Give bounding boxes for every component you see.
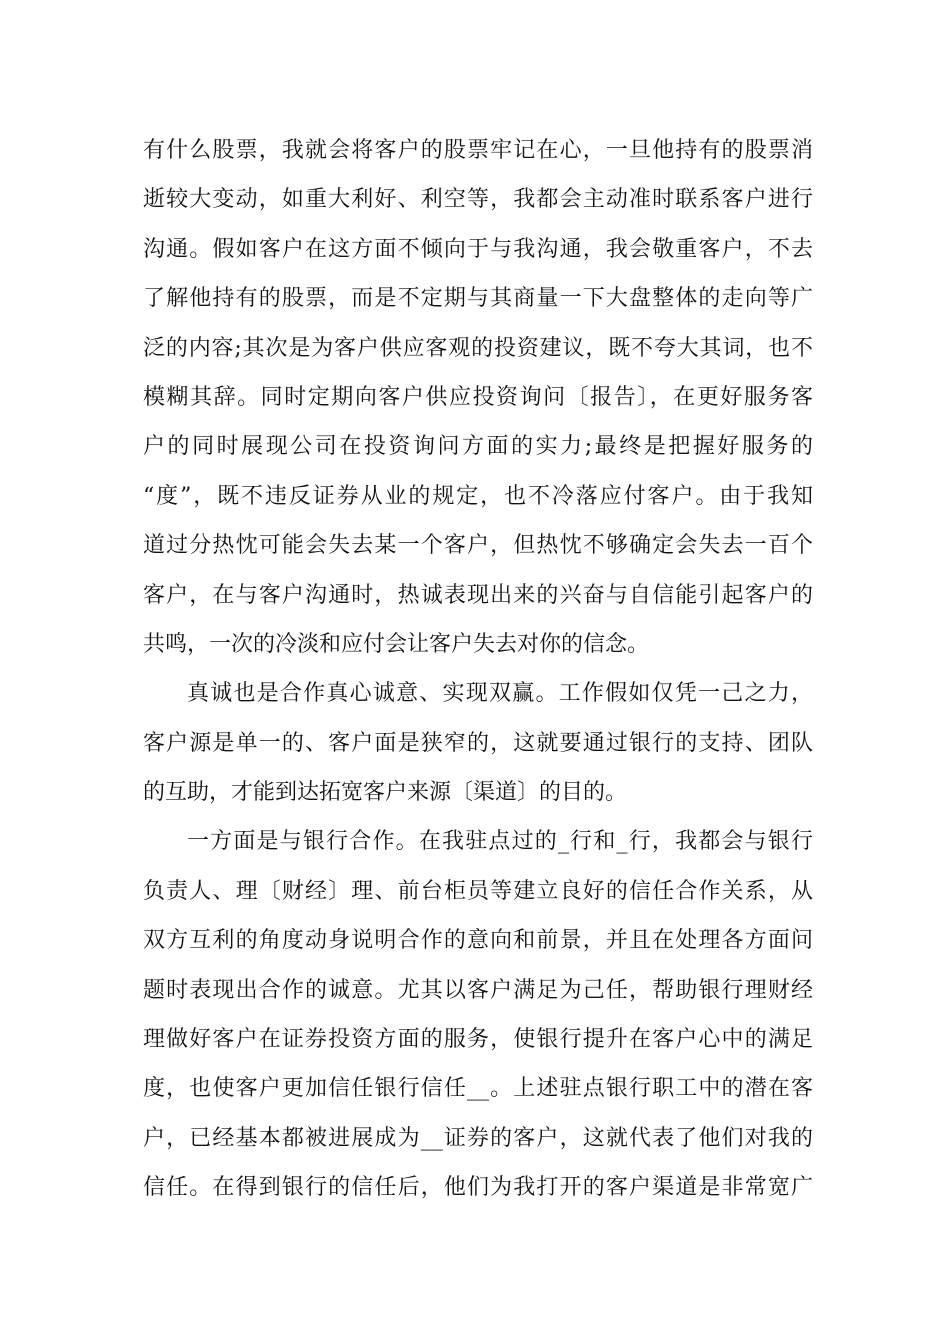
text-line: 了解他持有的股票，而是不定期与其商量一下大盘整体的走向等广 bbox=[143, 286, 813, 312]
text-line: 度，也使客户更加信任银行信任__。上述驻点银行职工中的潜在客 bbox=[143, 1076, 813, 1102]
text-line: “度”，既不违反证券从业的规定，也不冷落应付客户。由于我知 bbox=[143, 483, 813, 509]
text-line: 逝较大变动，如重大利好、利空等，我都会主动准时联系客户进行 bbox=[143, 187, 813, 213]
text-line: 负责人、理〔财经〕理、前台柜员等建立良好的信任合作关系，从 bbox=[143, 878, 813, 904]
text-line: 道过分热忱可能会失去某一个客户，但热忱不够确定会失去一百个 bbox=[143, 533, 813, 559]
text-line: 客户，在与客户沟通时，热诚表现出来的兴奋与自信能引起客户的 bbox=[143, 582, 813, 608]
text-line: 信任。在得到银行的信任后，他们为我打开的客户渠道是非常宽广 bbox=[143, 1175, 813, 1201]
text-line: 有什么股票，我就会将客户的股票牢记在心，一旦他持有的股票消 bbox=[143, 138, 813, 163]
paragraph-first-line: 真诚也是合作真心诚意、实现双赢。工作假如仅凭一己之力， bbox=[187, 681, 813, 707]
paragraph-last-line: 共鸣，一次的冷淡和应付会让客户失去对你的信念。 bbox=[143, 631, 650, 657]
text-line: 客户源是单一的、客户面是狭窄的，这就要通过银行的支持、团队 bbox=[143, 730, 813, 756]
text-line: 理做好客户在证券投资方面的服务，使银行提升在客户心中的满足 bbox=[143, 1027, 813, 1053]
text-line: 双方互利的角度动身说明合作的意向和前景，并且在处理各方面问 bbox=[143, 928, 813, 954]
text-line: 户，已经基本都被进展成为__证券的客户，这就代表了他们对我的 bbox=[143, 1125, 813, 1151]
text-line: 模糊其辞。同时定期向客户供应投资询问〔报告〕，在更好服务客 bbox=[143, 384, 813, 410]
document-body bbox=[143, 126, 813, 1213]
paragraph-last-line: 的互助，才能到达拓宽客户来源〔渠道〕的目的。 bbox=[143, 780, 628, 806]
text-line: 题时表现出合作的诚意。尤其以客户满足为己任，帮助银行理财经 bbox=[143, 977, 813, 1003]
text-line: 沟通。假如客户在这方面不倾向于与我沟通，我会敬重客户，不去 bbox=[143, 236, 813, 262]
paragraph-first-line: 一方面是与银行合作。在我驻点过的_行和_行，我都会与银行 bbox=[187, 829, 813, 855]
text-line: 泛的内容;其次是为客户供应客观的投资建议，既不夸大其词，也不 bbox=[143, 335, 813, 361]
text-line: 户的同时展现公司在投资询问方面的实力;最终是把握好服务的 bbox=[143, 434, 813, 460]
